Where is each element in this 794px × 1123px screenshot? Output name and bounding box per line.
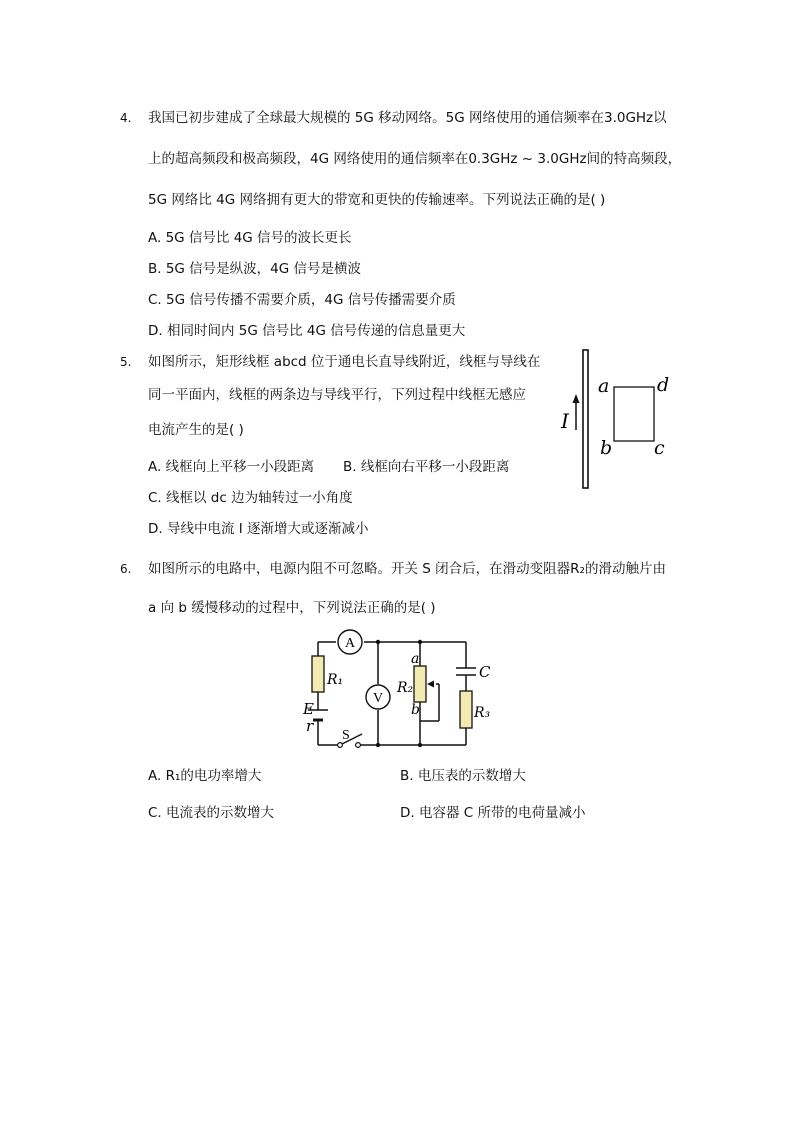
q4-number: 4. [120, 111, 132, 125]
q5-wire-loop-figure [555, 345, 685, 495]
q6-number: 6. [120, 562, 132, 576]
voltmeter-label: V [372, 691, 384, 706]
q4-option-b: B. 5G 信号是纵波，4G 信号是横波 [148, 261, 362, 277]
ammeter-label: A [344, 636, 356, 651]
q6-stem-line1: 如图所示的电路中，电源内阻不可忽略。开关 S 闭合后，在滑动变阻器R₂的滑动触片由 [148, 561, 666, 577]
rheostat-r2 [414, 666, 426, 702]
q4-option-a: A. 5G 信号比 4G 信号的波长更长 [148, 230, 352, 246]
rheostat-slider-arrow [427, 681, 434, 688]
q6-option-a: A. R₁的电功率增大 [148, 768, 262, 784]
capacitor-label: C [479, 663, 491, 681]
q4-option-c: C. 5G 信号传播不需要介质，4G 信号传播需要介质 [148, 292, 456, 308]
rectangular-loop [614, 387, 654, 441]
current-label: I [561, 409, 569, 433]
q6-option-b: B. 电压表的示数增大 [400, 768, 526, 784]
q5-option-b: B. 线框向右平移一小段距离 [343, 459, 510, 475]
q6-option-c: C. 电流表的示数增大 [148, 805, 275, 821]
r2-label: R₂ [397, 680, 414, 696]
corner-d-label: d [657, 374, 670, 396]
corner-a-label: a [598, 375, 610, 397]
q4-stem-line2: 上的超高频段和极高频段，4G 网络使用的通信频率在0.3GHz ~ 3.0GHz间的特高频段， [148, 151, 682, 167]
q5-number: 5. [120, 355, 132, 369]
q5-option-c: C. 线框以 dc 边为轴转过一小角度 [148, 490, 353, 506]
q4-stem-line3: 5G 网络比 4G 网络拥有更大的带宽和更快的传输速率。下列说法正确的是( ) [148, 192, 606, 208]
q5-stem-line3: 电流产生的是( ) [148, 422, 244, 438]
q4-stem-line1: 我国已初步建成了全球最大规模的 5G 移动网络。5G 网络使用的通信频率在3.0GHz以 [148, 110, 667, 126]
q6-stem-line2: a 向 b 缓慢移动的过程中，下列说法正确的是( ) [148, 600, 436, 616]
corner-c-label: c [654, 437, 665, 459]
q5-option-a: A. 线框向上平移一小段距离 [148, 459, 315, 475]
switch-contact-left [338, 743, 343, 748]
q6-option-d: D. 电容器 C 所带的电荷量减小 [400, 805, 586, 821]
resistor-r1 [312, 656, 324, 692]
long-straight-wire [583, 350, 588, 488]
resistor-r3 [460, 691, 472, 728]
r3-label: R₃ [474, 705, 491, 721]
current-arrow-head [573, 394, 580, 403]
r2-end-a-label: a [411, 651, 420, 667]
corner-b-label: b [600, 437, 613, 459]
q4-option-d: D. 相同时间内 5G 信号比 4G 信号传递的信息量更大 [148, 323, 466, 339]
q5-stem-line1: 如图所示，矩形线框 abcd 位于通电长直导线附近，线框与导线在 [148, 354, 541, 370]
emf-label: E [303, 700, 314, 718]
circuit-wires [318, 642, 466, 745]
switch-contact-right [356, 743, 361, 748]
internal-resistance-label: r [306, 717, 314, 735]
q6-circuit-figure [300, 628, 500, 754]
q5-stem-line2: 同一平面内，线框的两条边与导线平行，下列过程中线框无感应 [148, 387, 526, 403]
r1-label: R₁ [327, 672, 344, 688]
r2-end-b-label: b [411, 702, 420, 718]
switch-label: S [342, 728, 350, 743]
q5-option-d: D. 导线中电流 I 逐渐增大或逐渐减小 [148, 521, 369, 537]
